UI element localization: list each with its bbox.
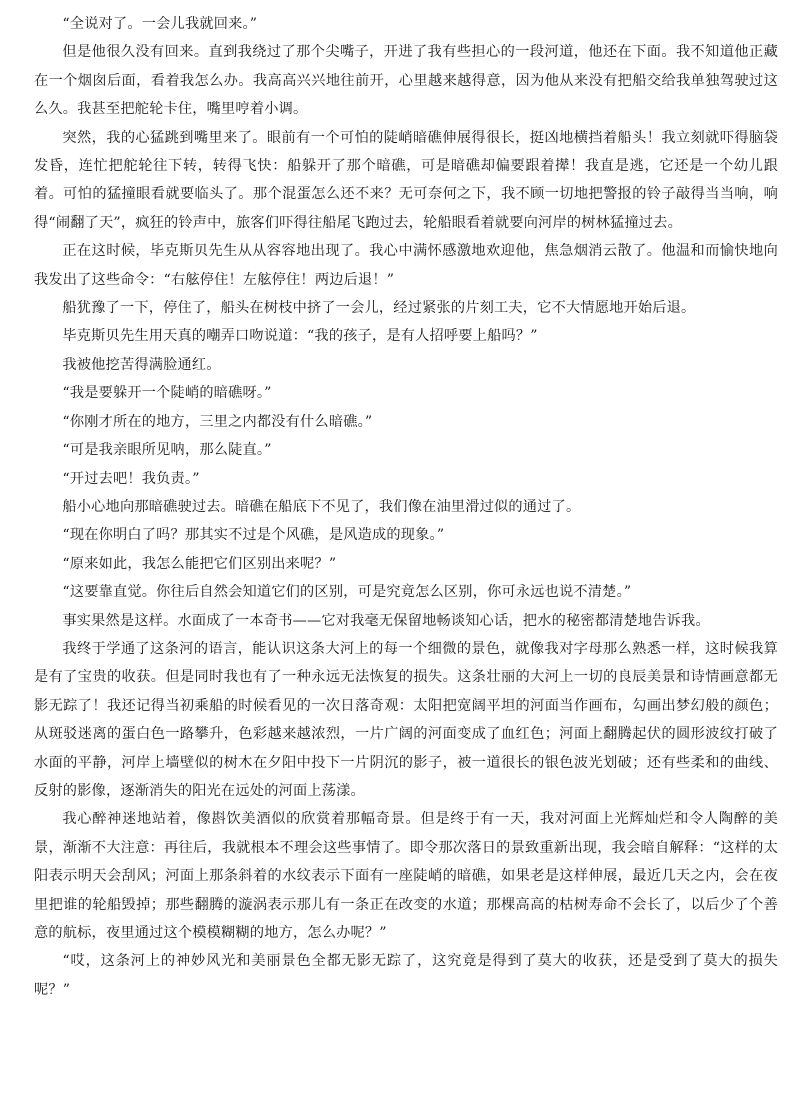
paragraph-2: 但是他很久没有回来。直到我绕过了那个尖嘴子，开进了我有些担心的一段河道，他还在下面。我不知道他正藏在一个烟囱后面，看着我怎么办。我高高兴兴地往前开，心里越来越得意，因为他从来没有把船交给我单独驾驶过这么久。我甚至把舵轮卡住，嘴里哼着小调。 (34, 44, 778, 118)
paragraph-18: 我心醉神迷地站着，像斟饮美酒似的欣赏着那幅奇景。但是终于有一天，我对河面上光辉灿烂和令人陶醉的美景，渐渐不大注意：再往后，我就根本不理会这些事情了。即令那次落日的景致重新出现，我会暗自解释：“这样的太阳表示明天会刮风；河面上那条斜着的水纹表示下面有一座陡峭的暗礁，如果老是这样伸展，最近几天之内，会在夜里把谁的轮船毁掉；那些翻腾的漩涡表示那儿有一条正在改变的水道；那棵高高的枯树寿命不会长了，以后少了个善意的航标，夜里通过这个模模糊糊的地方，怎么办呢？” (34, 811, 778, 941)
paragraph-1: “全说对了。一会儿我就回来。” (62, 16, 258, 32)
paragraph-11: “开过去吧！我负责。” (62, 470, 200, 487)
paragraph-9: “你刚才所在的地方，三里之内都没有什么暗礁。” (62, 413, 373, 430)
paragraph-8: “我是要躲开一个陡峭的暗礁呀。” (62, 385, 272, 402)
paragraph-15: “这要靠直觉。你往后自然会知道它们的区别，可是究竟怎么区别，你可永远也说不清楚。” (62, 584, 632, 601)
paragraph-14: “原来如此，我怎么能把它们区别出来呢？” (62, 555, 337, 572)
paragraph-13: “现在你明白了吗？那其实不过是个风礁，是风造成的现象。” (62, 527, 445, 544)
paragraph-19: “哎，这条河上的神妙风光和美丽景色全都无影无踪了，这究竟是得到了莫大的收获，还是受到了莫大的损失呢？” (34, 953, 778, 998)
paragraph-5: 船犹豫了一下，停住了，船头在树枝中挤了一会儿，经过紧张的片刻工夫，它不大情愿地开始后退。 (62, 300, 696, 317)
paragraph-7: 我被他挖苦得满脸通红。 (62, 356, 221, 373)
paragraph-16: 事实果然是这样。水面成了一本奇书——它对我毫无保留地畅谈知心话，把水的秘密都清楚地告诉我。 (62, 612, 710, 629)
paragraph-12: 船小心地向那暗礁驶过去。暗礁在船底下不见了，我们像在油里滑过似的通过了。 (62, 498, 581, 515)
paragraph-4: 正在这时候，毕克斯贝先生从从容容地出现了。我心中满怀感激地欢迎他，焦急烟消云散了。他温和而愉快地向我发出了这些命令：“右舷停住！左舷停住！两边后退！” (34, 243, 778, 288)
paragraph-17: 我终于学通了这条河的语言，能认识这条大河上的每一个细微的景色，就像我对字母那么熟悉一样，这时候我算是有了宝贵的收获。但是同时我也有了一种永远无法恢复的损失。这条壮丽的大河上一切的良辰美景和诗情画意都无影无踪了！我还记得当初乘船的时候看见的一次日落奇观：太阳把宽阔平坦的河面当作画布，勾画出梦幻般的颜色；从斑驳迷离的蛋白色一路攀升，色彩越来越浓烈，一片广阔的河面变成了血红色；河面上翻腾起伏的圆形波纹打破了水面的平静，河岸上墙壁似的树木在夕阳中投下一片阴沉的影子，被一道很长的银色波光划破；还有些柔和的曲线、反射的影像，逐渐消失的阳光在远处的河面上荡漾。 (34, 640, 778, 799)
paragraph-6: 毕克斯贝先生用天真的嘲弄口吻说道：“我的孩子，是有人招呼要上船吗？” (62, 328, 538, 345)
paragraph-10: “可是我亲眼所见呐，那么陡直。” (62, 442, 272, 459)
paragraph-3: 突然，我的心猛跳到嘴里来了。眼前有一个可怕的陡峭暗礁伸展得很长，挺凶地横挡着船头！我立刻就吓得脑袋发昏，连忙把舵轮往下转，转得飞快：船躲开了那个暗礁，可是暗礁却偏要跟着撵！我直是逃，它还是一个幼儿跟着。可怕的猛撞眼看就要临头了。那个混蛋怎么还不来？无可奈何之下，我不顾一切地把警报的铃子敲得当当响，响得“闹翻了天”，疯狂的铃声中，旅客们吓得往船尾飞跑过去，轮船眼看着就要向河岸的树林猛撞过去。 (34, 129, 778, 231)
